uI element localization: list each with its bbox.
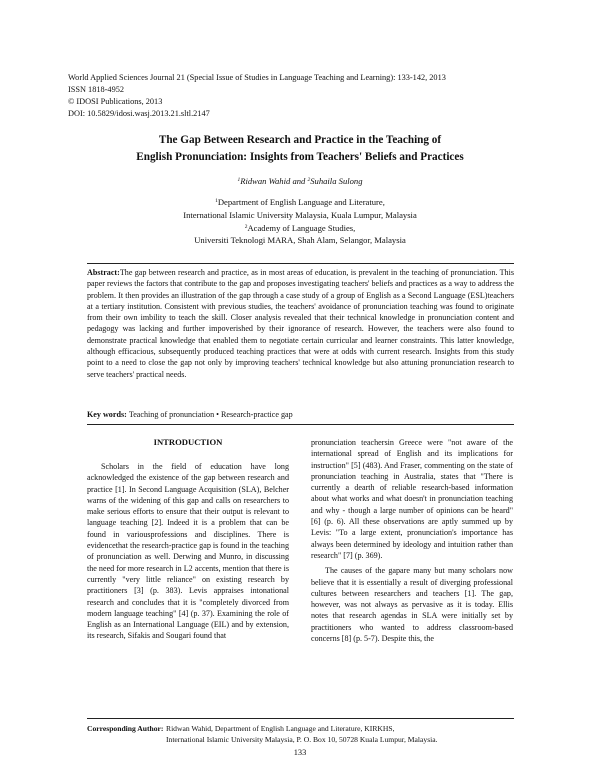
copyright: © IDOSI Publications, 2013 <box>68 97 163 106</box>
paper-title <box>60 132 540 166</box>
abstract-top-rule <box>87 263 514 264</box>
affiliations <box>60 196 540 247</box>
keywords-bottom-rule <box>87 424 514 425</box>
aff2-line1: Academy of Language Studies, <box>247 222 356 233</box>
corresponding-author <box>87 724 527 745</box>
abstract <box>87 267 514 380</box>
abstract-text: The gap between research and practice, as in most areas of education, is prevalent in the teaching of pronunciation. This paper reviews the factors that contribute to the gap and proposes investigating teachers' beliefs and practices as a way to address the problem. It then provides an illustration of the gap through a case study of a group of English as a Second Language (ESL)teachers at a tertiary institution. Consistent with previous studies, the teachers' avoidance of pronunciation teaching was found to originate from their own imbility to teach the skill. Closer analysis revealed that their technical knowledge in pronunciation content and pedagogy was lacking and further impoverished by their ignorance of research. However, the teachers were also found to demonstrate practical knowledge that enabled them to negotiate certain curricular and learner constraints. This latter knowledge, although efficacious, subsequently produced teaching practices that were at odds with current research. Insights from this study point to a need to close the gap not only by improving teachers' technical knowledge but also attuning pronunciation research to serve teachers' practical needs. <box>87 268 514 379</box>
right-paragraph-1: pronunciation teachersin Greece were "not aware of the international spread of English and its implications for instruction" [5] (483). And Fraser, commenting on the state of pronunciation teaching in Australia, states that "There is currently a dearth of reliable research-based information about what works and what doesn't in pronunciation teaching and why - though a large number of opinions can be heard" [6] (p. 6). All these observations are aptly summed up by Levis: "To a large extent, pronunciation's importance has always been determined by ideology and intuition rather than research" [7] (p. 369). <box>311 438 513 560</box>
page-number: 133 <box>293 748 307 757</box>
corresponding-label: Corresponding Author: <box>87 724 164 733</box>
title-line-2: English Pronunciation: Insights from Teachers' Beliefs and Practices <box>136 151 464 163</box>
right-column <box>311 437 513 644</box>
abstract-label: Abstract: <box>87 268 120 277</box>
aff2-sup: 2 <box>244 223 248 230</box>
section-heading-introduction: INTRODUCTION <box>153 437 223 447</box>
aff1-line2: International Islamic University Malaysia, Kuala Lumpur, Malaysia <box>183 209 417 220</box>
journal-header <box>68 72 446 120</box>
keywords-text: Teaching of pronunciation • Research-practice gap <box>128 410 293 419</box>
left-column <box>87 461 289 642</box>
author-1-sup: 1 <box>237 177 241 183</box>
title-line-1: The Gap Between Research and Practice in the Teaching of <box>158 134 442 146</box>
corresponding-line2: International Islamic University Malaysia, P. O. Box 10, 50728 Kuala Lumpur, Malaysia. <box>166 734 438 744</box>
author-2: Suhaila Sulong <box>310 176 363 186</box>
footnote-rule <box>87 718 514 719</box>
author-2-sup: 2 <box>307 177 311 183</box>
corresponding-line1: Ridwan Wahid, Department of English Language and Literature, KIRKHS, <box>166 724 395 733</box>
doi: DOI: 10.5829/idosi.wasj.2013.21.sltl.2147 <box>68 109 210 118</box>
journal-citation: World Applied Sciences Journal 21 (Special Issue of Studies in Language Teaching and Learning): 133-142, 2013 <box>68 73 446 82</box>
author-and: and <box>292 176 306 186</box>
author-1: Ridwan Wahid <box>240 176 291 186</box>
aff2-line2: Universiti Teknologi MARA, Shah Alam, Selangor, Malaysia <box>194 235 406 246</box>
aff1-sup: 1 <box>215 198 218 204</box>
aff1-line1: Department of English Language and Literature, <box>217 197 385 207</box>
right-paragraph-2: The causes of the gapare many but many scholars now believe that it is essentially a result of diverging professional cultures between researchers and teachers [1]. The gap, however, was not always as pervasive as it is today. Ellis notes that research agendas in SLA were initially set by practitioners who wanted to address classroom-based concerns [8] (p. 5-7). Despite this, the <box>311 566 513 644</box>
keywords-label: Key words: <box>87 410 127 419</box>
issn: ISSN 1818-4952 <box>68 85 125 94</box>
keywords <box>87 410 514 419</box>
authors <box>60 176 540 186</box>
left-paragraph-1: Scholars in the field of education have long acknowledged the existence of the gap between research and practice [1]. In Second Language Acquisition (SLA), Belcher warns of the widening of this gap and calls on researchers to make serious efforts to ensure that their output is relevant to language teaching [2]. Indeed it is a problem that can be found in variousprofessions and disciplines. There is evidencethat the research-practice gap is found in the teaching of pronunciation as well. Derwing and Munro, in discussing the need for more research in L2 accents, mention that there is currently "very little reliance" on existing research by practitioners [3] (p. 383). Levis appraises intonational research and concludes that it is "completely divorced from modern language teaching" [4] (p. 37). Examining the role of English as an International Language (EIL) and by extension, its research, Sifakis and Sougari found that <box>87 462 289 641</box>
